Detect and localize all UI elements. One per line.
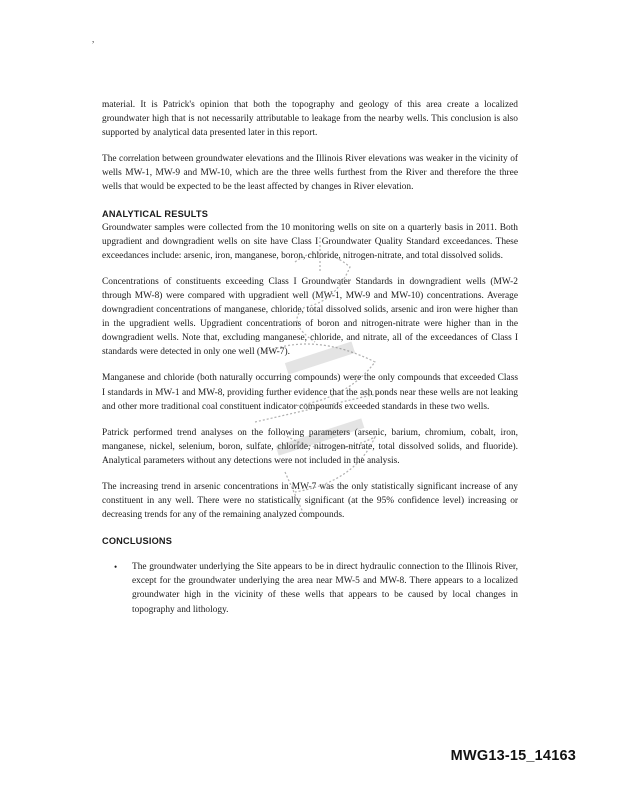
analytical-results-heading: ANALYTICAL RESULTS	[102, 208, 209, 219]
conclusion-bullet-text: The groundwater underlying the Site appears to be in direct hydraulic connection to the Illinois River, except for the groundwater underlying the area near MW-5 and MW-8. There appears to a localized groundwater high in the vicinity of these wells that appears to be caused by local changes in topography and lithology.	[132, 562, 518, 615]
conclusion-bullet	[102, 560, 518, 616]
scan-mark: ,	[92, 34, 95, 44]
paragraph-concentrations: Concentrations of constituents exceeding Class I Groundwater Standards in downgradient wells (MW-2 through MW-8) were compared with upgradient well (MW-1, MW-9 and MW-10) concentrations. Average downgradient concentrations of manganese, chloride, total dissolved solids, arsenic and iron were higher than in the upgradient wells. Upgradient concentrations of boron and nitrogen-nitrate were higher than in the downgradient wells. Note that, excluding manganese, chloride, and nitrate, all of the exceedances of Class I standards were detected in only one well (MW-7).	[102, 276, 518, 358]
paragraph-trend-analyses: Patrick performed trend analyses on the following parameters (arsenic, barium, chromium, cobalt, iron, manganese, nickel, selenium, boron, sulfate, chloride, nitrogen-nitrate, total dissolved solids, and fluoride). Analytical parameters without any detections were not included in the analysis.	[102, 427, 518, 466]
bates-number: MWG13-15_14163	[450, 748, 576, 764]
bullet-icon: •	[114, 562, 118, 573]
report-body	[102, 98, 518, 617]
paragraph-topography: material. It is Patrick's opinion that both the topography and geology of this area create a localized groundwater high that is not necessarily attributable to leakage from the nearby wells. This conclusion is also supported by analytical data presented later in this report.	[102, 100, 518, 139]
conclusions-heading: CONCLUSIONS	[102, 536, 173, 547]
paragraph-arsenic-trend: The increasing trend in arsenic concentrations in MW-7 was the only statistically significant increase of any constituent in any well. There were no statistically significant (at the 95% confidence level) increasing or decreasing trends for any of the remaining analyzed compounds.	[102, 481, 518, 521]
paragraph-manganese-chloride: Manganese and chloride (both naturally occurring compounds) were the only compounds that exceeded Class I standards in MW-1 and MW-8, providing further evidence that the ash ponds near these wells are not leaking and other more traditional coal constituent indicator compounds exceeded standards in these two wells.	[102, 373, 518, 412]
paragraph-river-correlation: The correlation between groundwater elevations and the Illinois River elevations was weaker in the vicinity of wells MW-1, MW-9 and MW-10, which are the three wells furthest from the River and therefore the three wells that would be expected to be the least affected by changes in River elevation.	[102, 154, 518, 193]
paragraph-sampling: Groundwater samples were collected from the 10 monitoring wells on site on a quarterly basis in 2011. Both upgradient and downgradient wells on site have Class I Groundwater Quality Standard exceedances. These exceedances include: arsenic, iron, manganese, boron, chloride, nitrogen-nitrate, and total dissolved solids.	[102, 222, 518, 261]
